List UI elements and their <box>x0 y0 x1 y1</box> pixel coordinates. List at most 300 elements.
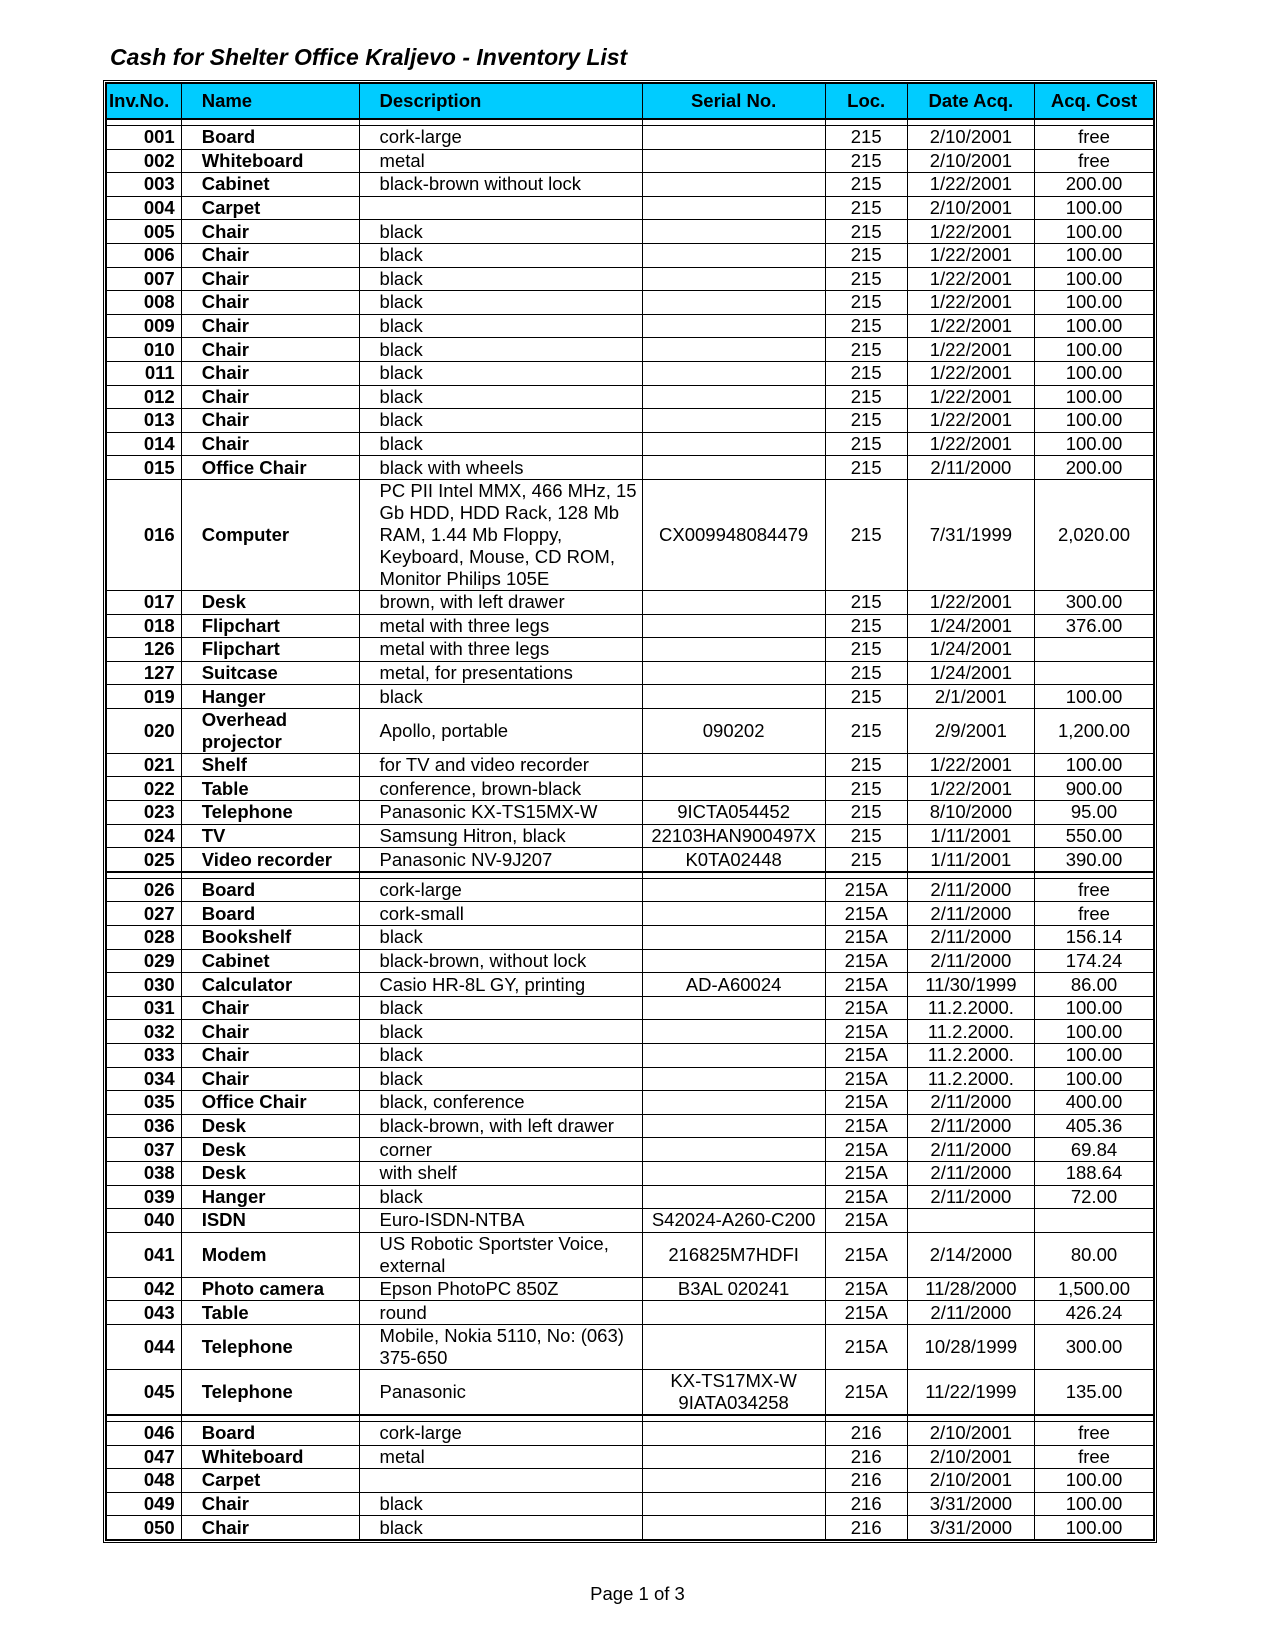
page-number: Page 1 of 3 <box>590 1583 685 1604</box>
cell-location: 215 <box>825 479 907 590</box>
cell-inv-no: 049 <box>107 1492 182 1516</box>
cell-location: 215A <box>825 1091 907 1115</box>
cell-date-acquired: 1/22/2001 <box>907 291 1034 315</box>
cell-acq-cost: 1,500.00 <box>1035 1277 1154 1301</box>
cell-date-acquired: 2/11/2000 <box>907 1185 1034 1209</box>
cell-acq-cost: 100.00 <box>1035 314 1154 338</box>
cell-serial-no <box>642 196 825 220</box>
cell-description: black, conference <box>359 1091 642 1115</box>
cell-date-acquired: 1/24/2001 <box>907 661 1034 685</box>
cell-date-acquired: 2/10/2001 <box>907 1445 1034 1469</box>
cell-inv-no: 032 <box>107 1020 182 1044</box>
table-row <box>107 824 1154 848</box>
cell-acq-cost: 100.00 <box>1035 1516 1154 1540</box>
cell-inv-no: 031 <box>107 996 182 1020</box>
cell-acq-cost: free <box>1035 1421 1154 1445</box>
cell-inv-no: 019 <box>107 685 182 709</box>
cell-date-acquired: 11/22/1999 <box>907 1369 1034 1415</box>
page-title: Cash for Shelter Office Kraljevo - Inventory List <box>110 44 628 70</box>
cell-inv-no: 016 <box>107 479 182 590</box>
cell-location: 215 <box>825 126 907 150</box>
cell-name: Bookshelf <box>181 926 359 950</box>
cell-acq-cost: 174.24 <box>1035 949 1154 973</box>
cell-date-acquired: 2/10/2001 <box>907 1469 1034 1493</box>
cell-description: black <box>359 243 642 267</box>
cell-inv-no: 038 <box>107 1161 182 1185</box>
inventory-table <box>106 83 1154 1540</box>
cell-inv-no: 014 <box>107 432 182 456</box>
cell-description: Panasonic NV-9J207 <box>359 848 642 872</box>
table-row <box>107 1421 1154 1445</box>
cell-name: Chair <box>181 1067 359 1091</box>
cell-location: 215 <box>825 801 907 825</box>
cell-name: Chair <box>181 338 359 362</box>
cell-name: Telephone <box>181 1369 359 1415</box>
cell-description: black <box>359 338 642 362</box>
cell-description: black <box>359 685 642 709</box>
cell-inv-no: 033 <box>107 1044 182 1068</box>
cell-description: Mobile, Nokia 5110, No: (063) 375-650 <box>359 1324 642 1369</box>
cell-serial-no <box>642 661 825 685</box>
cell-name: Board <box>181 902 359 926</box>
cell-acq-cost: 400.00 <box>1035 1091 1154 1115</box>
table-row <box>107 1020 1154 1044</box>
cell-serial-no <box>642 614 825 638</box>
cell-location: 215A <box>825 949 907 973</box>
cell-description: black <box>359 1185 642 1209</box>
cell-acq-cost: free <box>1035 149 1154 173</box>
table-row <box>107 996 1154 1020</box>
cell-name: Shelf <box>181 753 359 777</box>
cell-date-acquired: 2/11/2000 <box>907 456 1034 480</box>
cell-description: Euro-ISDN-NTBA <box>359 1209 642 1233</box>
cell-inv-no: 008 <box>107 291 182 315</box>
cell-name: Chair <box>181 432 359 456</box>
cell-inv-no: 012 <box>107 385 182 409</box>
cell-name: ISDN <box>181 1209 359 1233</box>
table-row <box>107 1067 1154 1091</box>
table-row <box>107 708 1154 753</box>
cell-inv-no: 026 <box>107 878 182 902</box>
table-row <box>107 801 1154 825</box>
cell-acq-cost: 100.00 <box>1035 1469 1154 1493</box>
cell-location: 215 <box>825 291 907 315</box>
column-header-inv-no: Inv.No. <box>107 84 182 120</box>
cell-inv-no: 036 <box>107 1114 182 1138</box>
cell-serial-no: 090202 <box>642 708 825 753</box>
table-row <box>107 361 1154 385</box>
cell-date-acquired: 2/11/2000 <box>907 1114 1034 1138</box>
cell-name: Flipchart <box>181 638 359 662</box>
cell-inv-no: 039 <box>107 1185 182 1209</box>
cell-name: Chair <box>181 1044 359 1068</box>
cell-name: Desk <box>181 1138 359 1162</box>
table-row <box>107 1161 1154 1185</box>
cell-location: 215 <box>825 220 907 244</box>
cell-acq-cost: 100.00 <box>1035 196 1154 220</box>
cell-description: black-brown, without lock <box>359 949 642 973</box>
cell-serial-no <box>642 1185 825 1209</box>
cell-serial-no <box>642 291 825 315</box>
table-row <box>107 1091 1154 1115</box>
cell-acq-cost: 156.14 <box>1035 926 1154 950</box>
cell-location: 215 <box>825 385 907 409</box>
cell-name: Cabinet <box>181 949 359 973</box>
cell-name: Chair <box>181 220 359 244</box>
cell-description: Casio HR-8L GY, printing <box>359 973 642 997</box>
cell-location: 215 <box>825 267 907 291</box>
cell-date-acquired: 2/9/2001 <box>907 708 1034 753</box>
cell-date-acquired: 1/11/2001 <box>907 848 1034 872</box>
inventory-table-frame <box>103 80 1157 1543</box>
table-row <box>107 456 1154 480</box>
cell-name: Chair <box>181 1516 359 1540</box>
cell-name: Chair <box>181 385 359 409</box>
cell-name: Telephone <box>181 1324 359 1369</box>
table-row <box>107 614 1154 638</box>
cell-serial-no <box>642 385 825 409</box>
cell-date-acquired: 2/11/2000 <box>907 1138 1034 1162</box>
cell-serial-no <box>642 1067 825 1091</box>
cell-location: 216 <box>825 1469 907 1493</box>
table-row <box>107 685 1154 709</box>
table-row <box>107 196 1154 220</box>
cell-date-acquired <box>907 1209 1034 1233</box>
cell-acq-cost: 100.00 <box>1035 1067 1154 1091</box>
table-row <box>107 173 1154 197</box>
cell-name: TV <box>181 824 359 848</box>
cell-location: 215A <box>825 1138 907 1162</box>
cell-description: black <box>359 996 642 1020</box>
cell-acq-cost: 100.00 <box>1035 685 1154 709</box>
column-header-loc: Loc. <box>825 84 907 120</box>
cell-location: 215 <box>825 149 907 173</box>
cell-description: black <box>359 1067 642 1091</box>
table-row <box>107 1232 1154 1277</box>
cell-acq-cost: 405.36 <box>1035 1114 1154 1138</box>
cell-name: Table <box>181 1301 359 1325</box>
cell-location: 216 <box>825 1516 907 1540</box>
table-row <box>107 1369 1154 1415</box>
cell-inv-no: 025 <box>107 848 182 872</box>
cell-date-acquired: 1/22/2001 <box>907 777 1034 801</box>
cell-location: 215A <box>825 1114 907 1138</box>
cell-date-acquired: 8/10/2000 <box>907 801 1034 825</box>
cell-name: Hanger <box>181 685 359 709</box>
cell-date-acquired: 2/11/2000 <box>907 902 1034 926</box>
cell-acq-cost: 100.00 <box>1035 1020 1154 1044</box>
cell-inv-no: 041 <box>107 1232 182 1277</box>
cell-location: 215A <box>825 1067 907 1091</box>
cell-serial-no <box>642 432 825 456</box>
cell-date-acquired: 1/22/2001 <box>907 338 1034 362</box>
cell-serial-no <box>642 173 825 197</box>
cell-serial-no: S42024-A260-C200 <box>642 1209 825 1233</box>
cell-inv-no: 004 <box>107 196 182 220</box>
cell-date-acquired: 2/11/2000 <box>907 949 1034 973</box>
cell-description: black <box>359 314 642 338</box>
cell-acq-cost: 100.00 <box>1035 267 1154 291</box>
cell-description: black <box>359 409 642 433</box>
table-row <box>107 267 1154 291</box>
cell-inv-no: 023 <box>107 801 182 825</box>
cell-serial-no <box>642 409 825 433</box>
cell-name: Computer <box>181 479 359 590</box>
cell-serial-no <box>642 456 825 480</box>
table-row <box>107 926 1154 950</box>
table-row <box>107 590 1154 614</box>
cell-description: black <box>359 1044 642 1068</box>
cell-inv-no: 020 <box>107 708 182 753</box>
cell-serial-no <box>642 878 825 902</box>
cell-serial-no: 9ICTA054452 <box>642 801 825 825</box>
table-row <box>107 753 1154 777</box>
cell-acq-cost: 72.00 <box>1035 1185 1154 1209</box>
cell-acq-cost: free <box>1035 878 1154 902</box>
cell-inv-no: 027 <box>107 902 182 926</box>
cell-inv-no: 035 <box>107 1091 182 1115</box>
cell-location: 215 <box>825 456 907 480</box>
cell-location: 215 <box>825 196 907 220</box>
cell-inv-no: 028 <box>107 926 182 950</box>
cell-description <box>359 196 642 220</box>
table-row <box>107 432 1154 456</box>
column-header-description: Description <box>359 84 642 120</box>
cell-serial-no <box>642 314 825 338</box>
cell-location: 215A <box>825 1209 907 1233</box>
cell-inv-no: 044 <box>107 1324 182 1369</box>
cell-acq-cost: 900.00 <box>1035 777 1154 801</box>
cell-inv-no: 127 <box>107 661 182 685</box>
cell-description <box>359 1469 642 1493</box>
cell-location: 215A <box>825 1324 907 1369</box>
cell-location: 216 <box>825 1421 907 1445</box>
cell-inv-no: 011 <box>107 361 182 385</box>
cell-location: 215A <box>825 1185 907 1209</box>
cell-date-acquired: 2/11/2000 <box>907 1091 1034 1115</box>
cell-inv-no: 013 <box>107 409 182 433</box>
cell-location: 215A <box>825 1277 907 1301</box>
cell-location: 215A <box>825 1044 907 1068</box>
cell-serial-no <box>642 338 825 362</box>
cell-serial-no: 22103HAN900497X <box>642 824 825 848</box>
table-body <box>107 119 1154 1539</box>
cell-acq-cost: 300.00 <box>1035 590 1154 614</box>
cell-inv-no: 001 <box>107 126 182 150</box>
cell-description: metal <box>359 1445 642 1469</box>
cell-acq-cost: 100.00 <box>1035 996 1154 1020</box>
cell-serial-no: K0TA02448 <box>642 848 825 872</box>
cell-description: Panasonic <box>359 1369 642 1415</box>
table-row <box>107 1301 1154 1325</box>
cell-location: 215 <box>825 409 907 433</box>
cell-serial-no <box>642 1114 825 1138</box>
cell-name: Chair <box>181 243 359 267</box>
cell-serial-no: B3AL 020241 <box>642 1277 825 1301</box>
cell-date-acquired: 7/31/1999 <box>907 479 1034 590</box>
cell-date-acquired: 2/10/2001 <box>907 149 1034 173</box>
cell-date-acquired: 2/14/2000 <box>907 1232 1034 1277</box>
table-row <box>107 1209 1154 1233</box>
table-row <box>107 973 1154 997</box>
cell-acq-cost: 376.00 <box>1035 614 1154 638</box>
cell-location: 215 <box>825 638 907 662</box>
cell-name: Photo camera <box>181 1277 359 1301</box>
table-row <box>107 661 1154 685</box>
cell-description: black with wheels <box>359 456 642 480</box>
cell-date-acquired: 1/22/2001 <box>907 432 1034 456</box>
cell-inv-no: 009 <box>107 314 182 338</box>
cell-date-acquired: 2/11/2000 <box>907 1301 1034 1325</box>
cell-acq-cost <box>1035 638 1154 662</box>
cell-acq-cost: 200.00 <box>1035 173 1154 197</box>
cell-acq-cost: free <box>1035 902 1154 926</box>
cell-date-acquired: 11.2.2000. <box>907 1067 1034 1091</box>
cell-acq-cost: 550.00 <box>1035 824 1154 848</box>
cell-inv-no: 003 <box>107 173 182 197</box>
cell-inv-no: 034 <box>107 1067 182 1091</box>
cell-date-acquired: 1/22/2001 <box>907 409 1034 433</box>
table-row <box>107 291 1154 315</box>
cell-date-acquired: 1/22/2001 <box>907 173 1034 197</box>
cell-date-acquired: 2/10/2001 <box>907 1421 1034 1445</box>
cell-serial-no <box>642 996 825 1020</box>
cell-date-acquired: 2/11/2000 <box>907 878 1034 902</box>
cell-description: black-brown without lock <box>359 173 642 197</box>
cell-name: Board <box>181 1421 359 1445</box>
cell-location: 216 <box>825 1445 907 1469</box>
cell-serial-no <box>642 1492 825 1516</box>
cell-description: black <box>359 361 642 385</box>
cell-location: 215A <box>825 926 907 950</box>
cell-date-acquired: 1/22/2001 <box>907 385 1034 409</box>
cell-serial-no <box>642 361 825 385</box>
cell-serial-no <box>642 1301 825 1325</box>
cell-description: metal, for presentations <box>359 661 642 685</box>
cell-serial-no <box>642 926 825 950</box>
cell-serial-no: 216825M7HDFI <box>642 1232 825 1277</box>
table-row <box>107 385 1154 409</box>
cell-location: 215A <box>825 878 907 902</box>
cell-acq-cost: 100.00 <box>1035 243 1154 267</box>
cell-serial-no <box>642 685 825 709</box>
cell-date-acquired: 1/11/2001 <box>907 824 1034 848</box>
table-row <box>107 1138 1154 1162</box>
cell-serial-no <box>642 1469 825 1493</box>
cell-acq-cost: 2,020.00 <box>1035 479 1154 590</box>
cell-serial-no <box>642 590 825 614</box>
cell-name: Carpet <box>181 196 359 220</box>
cell-name: Desk <box>181 590 359 614</box>
table-row <box>107 1445 1154 1469</box>
cell-description: Samsung Hitron, black <box>359 824 642 848</box>
cell-description: black <box>359 1516 642 1540</box>
cell-location: 215A <box>825 1161 907 1185</box>
cell-name: Table <box>181 777 359 801</box>
cell-acq-cost: 100.00 <box>1035 385 1154 409</box>
cell-acq-cost: 95.00 <box>1035 801 1154 825</box>
cell-date-acquired: 11/28/2000 <box>907 1277 1034 1301</box>
cell-acq-cost: 188.64 <box>1035 1161 1154 1185</box>
cell-location: 215 <box>825 173 907 197</box>
cell-serial-no <box>642 1091 825 1115</box>
cell-acq-cost: 69.84 <box>1035 1138 1154 1162</box>
cell-name: Suitcase <box>181 661 359 685</box>
cell-serial-no <box>642 126 825 150</box>
cell-serial-no <box>642 243 825 267</box>
cell-description: metal <box>359 149 642 173</box>
cell-description: cork-small <box>359 902 642 926</box>
cell-name: Chair <box>181 1492 359 1516</box>
cell-inv-no: 021 <box>107 753 182 777</box>
cell-location: 215 <box>825 361 907 385</box>
cell-date-acquired: 11/30/1999 <box>907 973 1034 997</box>
cell-date-acquired: 2/11/2000 <box>907 1161 1034 1185</box>
cell-description: cork-large <box>359 126 642 150</box>
cell-description: metal with three legs <box>359 614 642 638</box>
table-row <box>107 949 1154 973</box>
cell-inv-no: 018 <box>107 614 182 638</box>
cell-location: 215A <box>825 1020 907 1044</box>
cell-date-acquired: 2/11/2000 <box>907 926 1034 950</box>
cell-date-acquired: 3/31/2000 <box>907 1492 1034 1516</box>
cell-location: 215 <box>825 314 907 338</box>
cell-acq-cost: 100.00 <box>1035 753 1154 777</box>
cell-description: cork-large <box>359 1421 642 1445</box>
cell-serial-no <box>642 220 825 244</box>
cell-serial-no: AD-A60024 <box>642 973 825 997</box>
cell-name: Flipchart <box>181 614 359 638</box>
cell-name: Desk <box>181 1161 359 1185</box>
cell-description: black <box>359 220 642 244</box>
cell-inv-no: 002 <box>107 149 182 173</box>
cell-name: Chair <box>181 267 359 291</box>
cell-description: conference, brown-black <box>359 777 642 801</box>
cell-name: Calculator <box>181 973 359 997</box>
cell-name: Carpet <box>181 1469 359 1493</box>
column-header-acq-cost: Acq. Cost <box>1035 84 1154 120</box>
table-row <box>107 479 1154 590</box>
cell-inv-no: 126 <box>107 638 182 662</box>
cell-inv-no: 006 <box>107 243 182 267</box>
cell-date-acquired: 11.2.2000. <box>907 996 1034 1020</box>
table-row <box>107 1516 1154 1540</box>
cell-serial-no <box>642 267 825 291</box>
cell-date-acquired: 1/22/2001 <box>907 590 1034 614</box>
cell-acq-cost: 100.00 <box>1035 409 1154 433</box>
cell-inv-no: 017 <box>107 590 182 614</box>
cell-location: 215A <box>825 973 907 997</box>
cell-serial-no <box>642 1324 825 1369</box>
cell-date-acquired: 2/10/2001 <box>907 126 1034 150</box>
table-row <box>107 1277 1154 1301</box>
cell-acq-cost: 200.00 <box>1035 456 1154 480</box>
cell-name: Modem <box>181 1232 359 1277</box>
cell-description: Apollo, portable <box>359 708 642 753</box>
cell-acq-cost: 426.24 <box>1035 1301 1154 1325</box>
cell-acq-cost: free <box>1035 1445 1154 1469</box>
table-row <box>107 220 1154 244</box>
table-row <box>107 243 1154 267</box>
cell-name: Office Chair <box>181 1091 359 1115</box>
cell-name: Chair <box>181 409 359 433</box>
cell-acq-cost: 100.00 <box>1035 1492 1154 1516</box>
cell-serial-no <box>642 149 825 173</box>
cell-description: PC PII Intel MMX, 466 MHz, 15 Gb HDD, HDD Rack, 128 Mb RAM, 1.44 Mb Floppy, Keyboard, Mouse, CD ROM, Monitor Philips 105E <box>359 479 642 590</box>
cell-date-acquired: 11.2.2000. <box>907 1020 1034 1044</box>
cell-serial-no <box>642 902 825 926</box>
cell-description: Panasonic KX-TS15MX-W <box>359 801 642 825</box>
